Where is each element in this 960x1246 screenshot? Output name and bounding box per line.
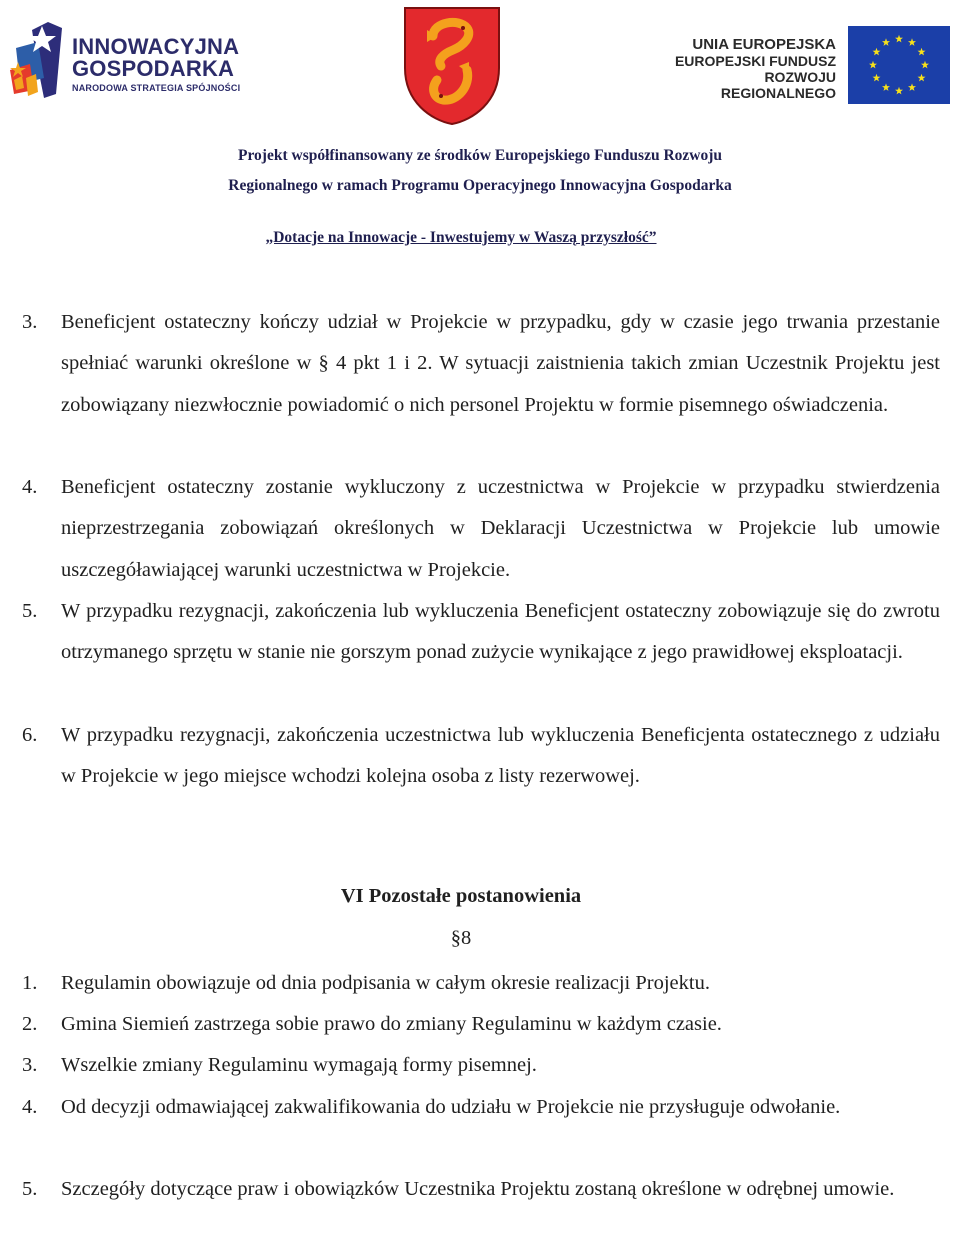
list-item-number: 5. xyxy=(22,1178,38,1200)
logo-right-line3: ROZWOJU REGIONALNEGO xyxy=(720,69,836,101)
section-title: VI Pozostałe postanowienia xyxy=(340,885,582,907)
logo-left-line3: NARODOWA STRATEGIA SPÓJNOŚCI xyxy=(72,83,241,93)
gmina-siemien-coat-of-arms xyxy=(403,6,501,126)
list-item-text: W przypadku rezygnacji, zakończenia lub wykluczenia Beneficjent ostateczny zobowiązuje się do zwrotu otrzymanego sprzętu w stanie nie gorszym ponad zużycie wynikające z jego prawidłowej eksploatacji. xyxy=(61,600,940,664)
list-item xyxy=(22,591,940,674)
list-item-number: 4. xyxy=(22,476,38,498)
header-line-2: Regionalnego w ramach Programu Operacyjnego Innowacyjna Gospodarka xyxy=(228,177,732,194)
list-item xyxy=(22,1004,940,1045)
list-item-text: Regulamin obowiązuje od dnia podpisania w całym okresie realizacji Projektu. xyxy=(61,972,710,994)
list-item-text: W przypadku rezygnacji, zakończenia uczestnictwa lub wykluczenia Beneficjenta ostatecznego z udziału w Projekcie w jego miejsce wchodzi kolejna osoba z listy rezerwowej. xyxy=(61,724,940,788)
project-motto: „Dotacje na Innowacje - Inwestujemy w Waszą przyszłość” xyxy=(265,229,657,246)
list-item xyxy=(22,302,940,426)
logo-right-line1: UNIA EUROPEJSKA xyxy=(692,36,836,53)
logo-left-line2: GOSPODARKA xyxy=(72,56,235,81)
innowacyjna-gospodarka-logo-icon xyxy=(8,18,68,100)
paragraph-number: §8 xyxy=(450,927,472,949)
list-item-number: 3. xyxy=(22,1054,38,1076)
list-item-text: Gmina Siemień zastrzega sobie prawo do zmiany Regulaminu w każdym czasie. xyxy=(61,1013,722,1035)
list-item-text: Wszelkie zmiany Regulaminu wymagają formy pisemnej. xyxy=(61,1054,537,1076)
list-item-number: 6. xyxy=(22,724,38,746)
list-item-number: 2. xyxy=(22,1013,38,1035)
header-line-1: Projekt współfinansowany ze środków Europejskiego Funduszu Rozwoju xyxy=(237,147,722,164)
list-item xyxy=(22,715,940,798)
list-item xyxy=(22,963,940,1004)
list-item-text: Szczegóły dotyczące praw i obowiązków Uczestnika Projektu zostaną określone w odrębnej umowie. xyxy=(61,1178,895,1200)
list-item xyxy=(22,467,940,591)
list-item xyxy=(22,1045,940,1086)
logo-left-line1: INNOWACYJNA xyxy=(72,34,240,59)
list-item-text: Od decyzji odmawiającej zakwalifikowania do udziału w Projekcie nie przysługuje odwołanie. xyxy=(61,1096,841,1118)
list-item-text: Beneficjent ostateczny zostanie wykluczony z uczestnictwa w Projekcie w przypadku stwierdzenia nieprzestrzegania zobowiązań określonych w Deklaracji Uczestnictwa w Projekcie lub umowie uszczegóławiającej warunki uczestnictwa w Projekcie. xyxy=(61,476,940,581)
list-item xyxy=(22,1087,940,1128)
list-item-number: 4. xyxy=(22,1096,38,1118)
innowacyjna-gospodarka-logo xyxy=(8,18,258,100)
logo-right-line2: EUROPEJSKI FUNDUSZ xyxy=(674,53,836,69)
list-item xyxy=(22,1169,940,1210)
list-item-number: 5. xyxy=(22,600,38,622)
list-item-number: 3. xyxy=(22,311,38,333)
eu-erdf-logo xyxy=(660,26,950,106)
coat-of-arms-icon xyxy=(403,6,501,126)
list-item-number: 1. xyxy=(22,972,38,994)
eu-flag-icon xyxy=(848,26,950,104)
list-item-text: Beneficjent ostateczny kończy udział w Projekcie w przypadku, gdy w czasie jego trwania przestanie spełniać warunki określone w § 4 pkt 1 i 2. W sytuacji zaistnienia takich zmian Uczestnik Projektu jest zobowiązany niezwłocznie powiadomić o nich personel Projektu w formie pisemnego oświadczenia. xyxy=(61,311,940,416)
